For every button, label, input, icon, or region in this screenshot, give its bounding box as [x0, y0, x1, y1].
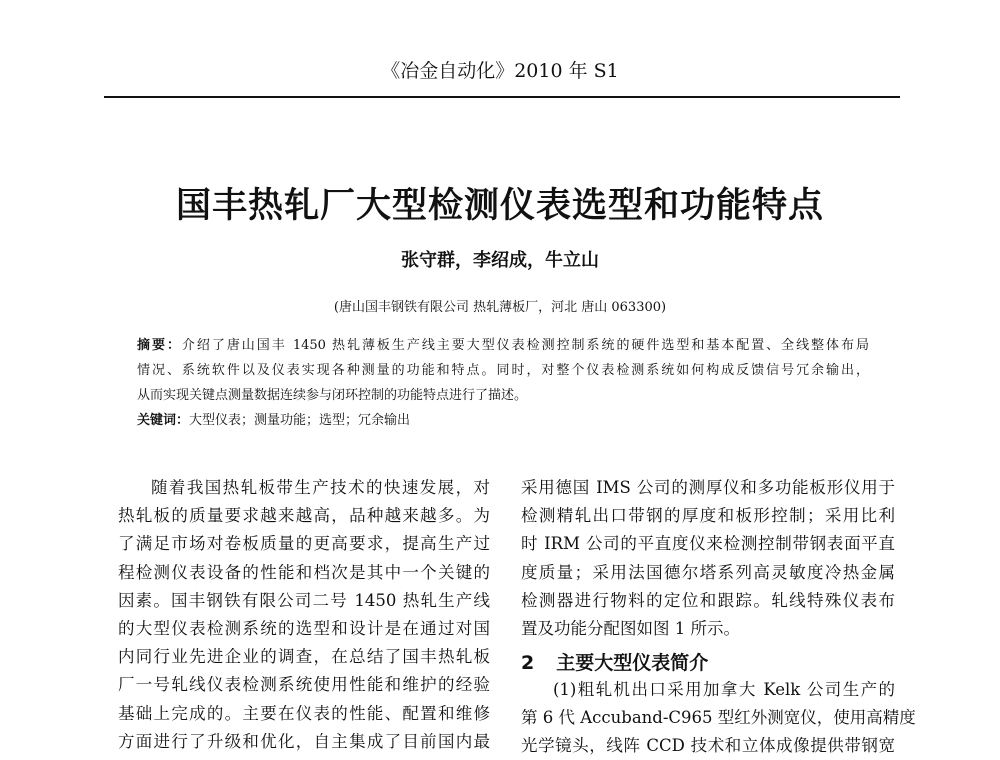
body-line: 内同行业先进企业的调查，在总结了国丰热轧板: [118, 647, 490, 667]
section-number: 2: [521, 652, 535, 674]
body-line: 基础上完成的。主要在仪表的性能、配置和维修: [118, 703, 490, 723]
body-line: 随着我国热轧板带生产技术的快速发展，对: [151, 478, 490, 497]
body-line: 第 6 代 Accuband-C965 型红外测宽仪，使用高精度: [521, 708, 916, 728]
keywords-label: 关键词：: [137, 413, 190, 428]
body-line: 检测器进行物料的定位和跟踪。轧线特殊仪表布: [521, 590, 895, 610]
body-line: 方面进行了升级和优化，自主集成了目前国内最: [118, 731, 490, 751]
body-line: 采用德国 IMS 公司的测厚仪和多功能板形仪用于: [521, 478, 895, 497]
body-line: 了满足市场对卷板质量的更高要求，提高生产过: [118, 534, 490, 554]
body-line: (1)粗轧机出口采用加拿大 Kelk 公司生产的: [553, 680, 895, 699]
body-line: 光学镜头，线阵 CCD 技术和立体成像提供带钢宽: [521, 736, 895, 756]
abstract-line: 情况、系统软件以及仪表实现各种测量的功能和特点。同时，对整个仪表检测系统如何构成反馈信号冗余输出，: [137, 363, 869, 378]
body-line: 检测精轧出口带钢的厚度和板形控制；采用比利: [521, 506, 895, 526]
abstract-line: 从而实现关键点测量数据连续参与闭环控制的功能特点进行了描述。: [137, 388, 528, 403]
body-line: 度质量；采用法国德尔塔系列高灵敏度冷热金属: [521, 562, 895, 582]
abstract-line: [137, 338, 869, 354]
section-title: 主要大型仪表简介: [556, 652, 709, 674]
abstract-text: 介绍了唐山国丰 1450 热轧薄板生产线主要大型仪表检测控制系统的硬件选型和基本配置、全线整体布局: [181, 338, 869, 353]
body-line: 因素。国丰钢铁有限公司二号 1450 热轧生产线: [118, 590, 490, 610]
paper-title: 国丰热轧厂大型检测仪表选型和功能特点: [175, 186, 824, 226]
body-line: 的大型仪表检测系统的选型和设计是在通过对国: [118, 619, 490, 638]
body-line: 程检测仪表设备的性能和档次是其中一个关键的: [118, 562, 490, 582]
abstract-label: 摘要：: [137, 338, 182, 353]
body-line: 置及功能分配图如图 1 所示。: [521, 619, 740, 638]
keywords-line: [137, 413, 869, 429]
authors: 张守群，李绍成，牛立山: [401, 250, 599, 271]
affiliation: (唐山国丰钢铁有限公司 热轧薄板厂，河北 唐山 063300): [333, 300, 667, 315]
section-heading: [521, 648, 708, 675]
body-line: 热轧板的质量要求越来越高，品种越来越多。为: [118, 506, 490, 526]
body-line: 厂一号轧线仪表检测系统使用性能和维护的经验: [118, 675, 490, 695]
header-rule: [104, 96, 900, 98]
keywords-text: 大型仪表；测量功能；选型；冗余输出: [189, 413, 411, 428]
body-line: 时 IRM 公司的平直度仪来检测控制带钢表面平直: [521, 534, 895, 554]
journal-header: 《冶金自动化》2010 年 S1: [381, 60, 619, 82]
